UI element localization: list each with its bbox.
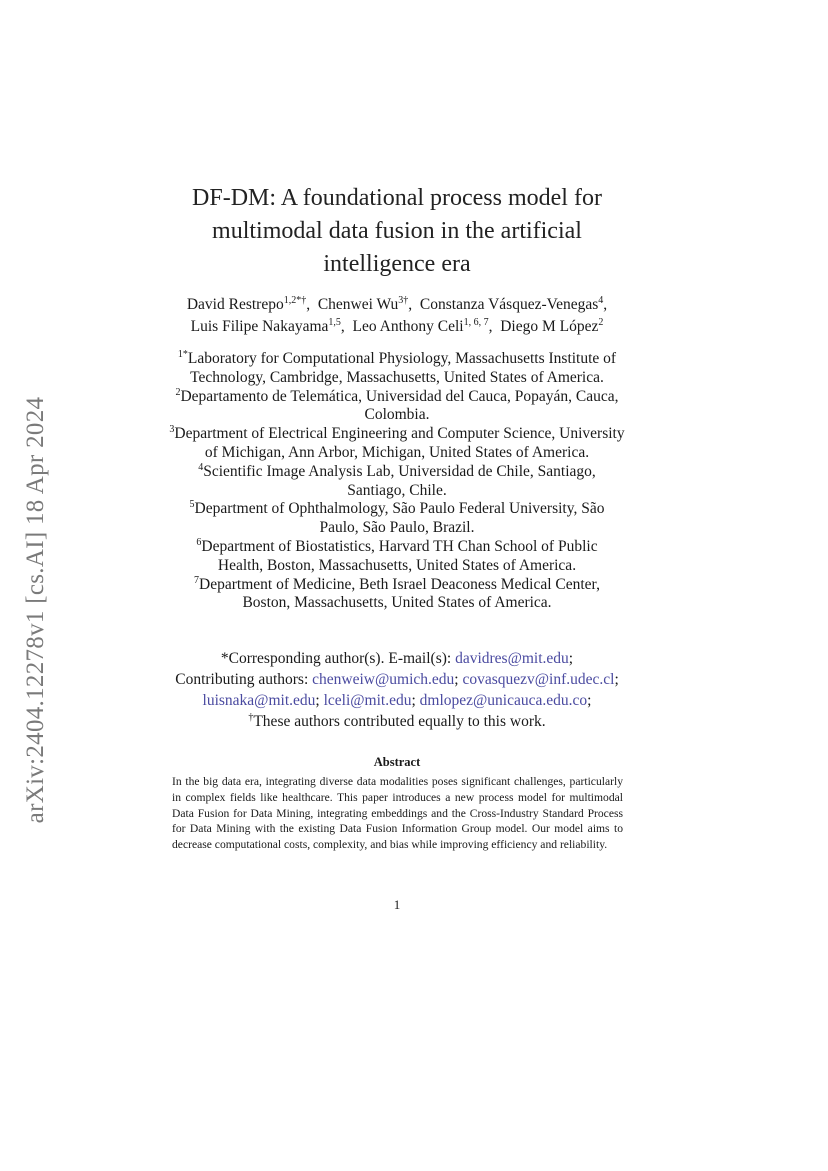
contributing-line bbox=[130, 669, 664, 690]
title-line: multimodal data fusion in the artificial bbox=[212, 218, 582, 244]
arxiv-identifier: arXiv:2404.12278v1 [cs.AI] 18 Apr 2024 bbox=[22, 396, 49, 824]
author-affil-sup: 1,2*† bbox=[283, 294, 307, 306]
author-name: Luis Filipe Nakayama bbox=[190, 318, 329, 335]
affiliation-sup: 7 bbox=[194, 574, 200, 586]
abstract-body: In the big data era, integrating diverse data modalities poses significant challenges, particularly in complex fields like healthcare. This paper introduces a new process model for multimodal Data Fusion for Data Mining, integrating embeddings and the Cross-Industry Standard Process for Data Mining with the existing Data Fusion Information Group model. Our model aims to decrease computational costs, complexity, and bias while improving efficiency and reliability. bbox=[172, 775, 623, 852]
separator: ; bbox=[454, 671, 463, 688]
email-link[interactable]: dmlopez@unicauca.edu.co bbox=[419, 692, 588, 709]
affiliation-sup: 1* bbox=[177, 348, 188, 360]
email-link[interactable]: covasquezv@inf.udec.cl bbox=[462, 671, 615, 688]
correspondence-block bbox=[130, 648, 664, 732]
affiliation-line: Health, Boston, Massachusetts, United States of America. bbox=[217, 556, 577, 574]
author-name: Diego M López bbox=[500, 318, 599, 335]
affiliation-line: of Michigan, Ann Arbor, Michigan, United States of America. bbox=[204, 443, 590, 461]
author-affil-sup: 1,5 bbox=[328, 316, 341, 328]
affiliation-text: Scientific Image Analysis Lab, Universidad de Chile, Santiago, bbox=[203, 462, 596, 480]
abstract-heading: Abstract bbox=[373, 755, 421, 769]
corresponding-label: *Corresponding author(s). E-mail(s): bbox=[220, 650, 456, 667]
title-line: DF-DM: A foundational process model for bbox=[192, 185, 602, 211]
author-line: David Restrepo$^{1,2*\dagger}$, Chenwei $Wu^{3\dagger}$, Constanza Vásquez-Venegas$^4$, bbox=[186, 294, 608, 313]
affiliation-line: Paulo, São Paulo, Brazil. bbox=[319, 519, 475, 537]
equal-contribution-note bbox=[130, 711, 664, 732]
affiliations bbox=[140, 350, 654, 613]
affiliation-text: Laboratory for Computational Physiology, Massachusetts Institute of bbox=[187, 350, 617, 367]
arxiv-sidebar bbox=[12, 370, 60, 850]
affiliation-sup: 3 bbox=[169, 424, 175, 436]
email-link[interactable]: chenweiw@umich.edu bbox=[312, 671, 455, 688]
affiliation-text: Department of Ophthalmology, São Paulo Federal University, São bbox=[194, 500, 605, 518]
corresponding-line bbox=[130, 648, 664, 669]
author-list bbox=[120, 294, 674, 338]
separator: ; bbox=[568, 650, 574, 667]
author-name: Leo Anthony Celi bbox=[352, 318, 464, 335]
affiliation-line: Boston, Massachusetts, United States of America. bbox=[242, 594, 552, 612]
author-affil-sup: 4 bbox=[598, 294, 604, 306]
affiliation-text: Departamento de Telemática, Universidad del Cauca, Popayán, Cauca, bbox=[180, 387, 619, 405]
affiliation-line: Santiago, Chile. bbox=[347, 481, 447, 499]
email-link[interactable]: luisnaka@mit.edu bbox=[202, 692, 316, 709]
paper-title bbox=[150, 182, 644, 281]
author-name: David Restrepo bbox=[186, 296, 284, 313]
author-affil-sup: 1, 6, 7 bbox=[463, 316, 489, 328]
affiliation-line bbox=[140, 350, 654, 369]
email-link[interactable]: davidres@mit.edu bbox=[455, 650, 569, 667]
affiliation-text: Department of Electrical Engineering and Computer Science, University bbox=[174, 425, 625, 443]
contributing-line bbox=[130, 690, 664, 711]
separator: ; bbox=[315, 692, 324, 709]
author-line: Luis Filipe Nakayama$^{1,5}$, Leo Anthony Celi$^{1, 6, 7}$, Diego M López$^2$ bbox=[190, 316, 604, 335]
affiliation-line bbox=[140, 425, 654, 444]
affiliation-line: Technology, Cambridge, Massachusetts, United States of America. bbox=[190, 368, 604, 386]
affiliation-sup: 2 bbox=[175, 386, 181, 398]
author-affil-sup: 2 bbox=[598, 316, 604, 328]
page-number: 1 bbox=[393, 897, 401, 912]
author-name: Constanza Vásquez-Venegas bbox=[419, 296, 599, 313]
title-line: intelligence era bbox=[323, 251, 471, 277]
affiliation-sup: 4 bbox=[198, 461, 204, 473]
separator: ; bbox=[587, 692, 592, 709]
separator: ; bbox=[411, 692, 420, 709]
affiliation-line: Colombia. bbox=[364, 406, 430, 424]
affiliation-line bbox=[140, 463, 654, 482]
affiliation-text: Department of Biostatistics, Harvard TH Chan School of Public bbox=[201, 537, 598, 555]
contributing-label: Contributing authors: bbox=[175, 671, 313, 688]
author-affil-sup: 3† bbox=[398, 294, 409, 306]
email-link[interactable]: lceli@mit.edu bbox=[323, 692, 412, 709]
affiliation-sup: 6 bbox=[196, 536, 202, 548]
affiliation-text: Department of Medicine, Beth Israel Deaconess Medical Center, bbox=[199, 575, 600, 593]
affiliation-line bbox=[140, 576, 654, 595]
affiliation-line bbox=[140, 500, 654, 519]
affiliation-line bbox=[140, 388, 654, 407]
separator: ; bbox=[614, 671, 619, 688]
equal-contribution-text: These authors contributed equally to this work. bbox=[253, 713, 546, 730]
affiliation-sup: 5 bbox=[189, 499, 195, 511]
affiliation-line bbox=[140, 538, 654, 557]
dagger-sup: † bbox=[248, 711, 254, 723]
author-name: Chenwei Wu bbox=[317, 296, 399, 313]
